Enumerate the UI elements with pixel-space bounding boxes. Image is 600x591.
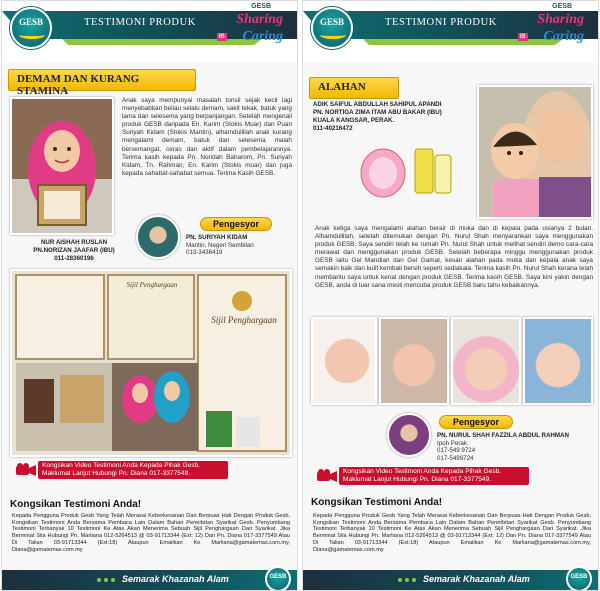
location: KUALA KANGSAR, PERAK. — [313, 117, 395, 124]
certificate-label-1: Sijil Penghargaan — [126, 281, 178, 289]
logo-text: GESB — [18, 17, 43, 27]
pengesyor-phone-1: 017-549 9724 — [437, 447, 476, 455]
pengesyor-info — [437, 432, 597, 462]
footer-gesb-logo — [566, 566, 592, 591]
sharing-is-caring-logo — [516, 3, 590, 53]
testimonial-name-block — [313, 101, 483, 133]
parent-name: PN. NORTIGA ZIMA ITAM ABU BAKAR (IBU) — [313, 109, 442, 116]
brand-caring-text: Caring — [242, 29, 283, 44]
kongsikan-heading: Kongsikan Testimoni Anda! — [311, 497, 443, 508]
testimonial-body: Anak ketiga saya mengalami alahan berair di muka dan di kepala pada usianya 2 bulan. Alhamdulillah, setelah ditemukan dengan Pn. Nurul Shah menyarankan saya menggunakan produk GESB. Saya sendiri telah ke rumah Pn. Nurul Shah untuk melihat sendiri demo cara-cara merawat dan menggunakan produk GESB. Setelah beberapa minggu menggunakan produk GESB iaitu Gel Mandian dan Gel Gamat, kesan alahan pada muka dan kepala anak saya semakin baik dan kulit kembali bersih seperti sediakala. Terima kasih Pn. Nurul Shah kerana telah membantu saya untuk kenal dengan produk GESB. Terima kasih GESB. Saya kini yakin dengan GESB, anda di luar sana mesti mencuba produk GESB baru tahu kebaikannya. — [315, 225, 593, 289]
page-header — [2, 1, 297, 63]
pengesyor-badge: Pengesyor — [439, 415, 513, 429]
footer-logo-text: GESB — [570, 574, 588, 580]
baby-photo-2 — [379, 317, 449, 405]
section-heading: DEMAM DAN KURANG STAMINA — [8, 69, 196, 91]
pengesyor-phone: 013-3436419 — [186, 249, 223, 257]
brand-sharing-text: Sharing — [537, 12, 584, 27]
page-header — [303, 1, 598, 63]
footer-slogan: Semarak Khazanah Alam — [122, 574, 229, 584]
testimonial-page-left — [1, 0, 298, 591]
mother-child-image — [479, 87, 591, 217]
testimonial-body: Anak saya mempunyai masalah tonsil sejak kecil lagi menyebabkan beliau selalu demam, sakit tekak, batuk yang lama dan selesema yang berpanjangan. Setelah mengenali produk GESB daripada En. Karim (Stokis Muar) dan Puan Suriyah Kidam (Stokis Mantin), alhamdulillah anak kurang mengalami demam, batuk dan selesema malah bersemangat, ceras dan aktif dalam pembelajarannya. Terima kasih kepada Pn. Noridah Baharom, Pn. Suriyah Kidam, Tn. Rahman, En. Karim (Stokis muar) dan juga kepada sahabat-sahabat semua. Terima Kasih GESB. — [122, 97, 292, 177]
video-cta-line-1: Kongsikan Video Testimoni Anda Kepada Pihak Gesb. — [343, 468, 502, 475]
page-footer — [2, 570, 297, 590]
phone-number: 011-28360196 — [54, 255, 94, 262]
video-cta-text — [343, 468, 533, 484]
pengesyor-phone-2: 017-5499724 — [437, 454, 474, 462]
gel-products-image — [353, 141, 463, 201]
kongsikan-text: Kepada Pengguna Produk Gesb Yang Telah Merasai Keberkesanan Dan Berpuas Hati Dengan Produk Gesb, Kongsikan Testimoni Anda Bersama Pembaca Lain Dalam Bahan Penerbitan Syarikat Gesb. Penyumbang Testimoni Terbanyak 10 Testimoni Ke Atas Akan Menerima Sebuah Sijil Penghargaan Dari Syarikat. Jika Berminat Sila Hubungi Pn. Marliana 012-5264513 @ 03-91713344 (Ext: 12) Dan Pn. Diana 017-3377549 Atau Di Talian 03-91713344 (Ext:18) Ataupun Emailkan Ke Marliana@gamatemas.com.my, Diana@gamatemas.com.my — [313, 513, 591, 553]
brand-is-text: IS — [520, 34, 526, 40]
baby-photo-4 — [523, 317, 593, 405]
baby-photo-3 — [451, 317, 521, 405]
testimonial-name-block — [14, 239, 134, 263]
pengesyor-location: Mantin, Negeri Sembilan — [186, 241, 254, 249]
video-camera-icon — [317, 469, 337, 483]
brand-gesb-text: GESB — [552, 3, 572, 10]
pengesyor-badge: Pengesyor — [200, 217, 272, 231]
page-footer — [303, 570, 598, 590]
parent-name: PN.NORIZAN JAAFAR (IBU) — [33, 247, 115, 254]
gesb-logo — [10, 7, 52, 49]
testimonial-photo — [10, 97, 114, 235]
pengesyor-name: PN. SURIYAH KIDAM — [186, 234, 248, 241]
brand-gesb-text: GESB — [251, 3, 271, 10]
kongsikan-text: Kepada Pengguna Produk Gesb Yang Telah Merasai Keberkesanan Dan Berpuas Hati Dengan Produk Gesb, Kongsikan Testimoni Anda Bersama Pembaca Lain Dalam Bahan Penerbitan Syarikat Gesb. Penyumbang Testimoni Terbanyak 10 Testimoni Ke Atas Akan Menerima Sebuah Sijil Penghargaan Dari Syarikat. Jika Berminat Sila Hubungi Pn. Marliana 012-5264513 @ 03-91713344 (Ext: 12) Dan Pn. Diana 017-3377549 Atau Di Talian 03-91713344 (Ext:18) Ataupun Emailkan Ke Marliana@gamatemas.com.my, Diana@gamatemas.com.my — [12, 513, 290, 553]
pengesyor-info — [186, 234, 296, 257]
certificate-label-2: Sijil Penghargaan — [211, 315, 277, 325]
pengesyor-location: Ipoh Perak. — [437, 439, 469, 447]
person-name: NUR AISHAH RUSLAN — [40, 239, 108, 246]
testimonial-page-right — [302, 0, 599, 591]
girl-with-certificate-image — [12, 99, 112, 233]
gesb-logo — [311, 7, 353, 49]
pengesyor-name: PN. NURUL SHAH FAZZILA ABDUL RAHMAN — [437, 432, 569, 439]
video-cta-text — [42, 462, 232, 478]
logo-wave — [19, 31, 45, 39]
pengesyor-avatar — [136, 215, 180, 259]
brand-sharing-text: Sharing — [236, 12, 283, 27]
footer-gesb-logo — [265, 566, 291, 591]
video-camera-icon — [16, 463, 36, 477]
baby-photo-1 — [311, 317, 377, 405]
phone-number: 011-40216472 — [313, 125, 353, 132]
video-cta-line-2: Maklumat Lanjut Hubungi Pn. Diana 017-3377549. — [343, 476, 492, 483]
brand-is-text: IS — [219, 34, 225, 40]
logo-text: GESB — [319, 17, 344, 27]
footer-logo-text: GESB — [269, 574, 287, 580]
section-heading: ALAHAN — [309, 77, 399, 99]
certificates-image — [12, 271, 290, 455]
video-cta-line-1: Kongsikan Video Testimoni Anda Kepada Pihak Gesb. — [42, 462, 201, 469]
page-title: TESTIMONI PRODUK — [84, 17, 196, 28]
page-title: TESTIMONI PRODUK — [385, 17, 497, 28]
mother-child-photo — [477, 85, 593, 219]
brand-caring-text: Caring — [543, 29, 584, 44]
footer-slogan: Semarak Khazanah Alam — [423, 574, 530, 584]
sharing-is-caring-logo — [215, 3, 289, 53]
logo-wave — [320, 31, 346, 39]
footer-dots — [97, 578, 115, 582]
pengesyor-avatar — [387, 413, 431, 457]
footer-dots — [398, 578, 416, 582]
video-cta-line-2: Maklumat Lanjut Hubungi Pn. Diana 017-3377549. — [42, 470, 191, 477]
kongsikan-heading: Kongsikan Testimoni Anda! — [10, 499, 142, 510]
certificate-collage — [10, 269, 292, 457]
person-name: ADIK SAIFUL ABDULLAH SAHIPUL APANDI — [313, 101, 442, 108]
